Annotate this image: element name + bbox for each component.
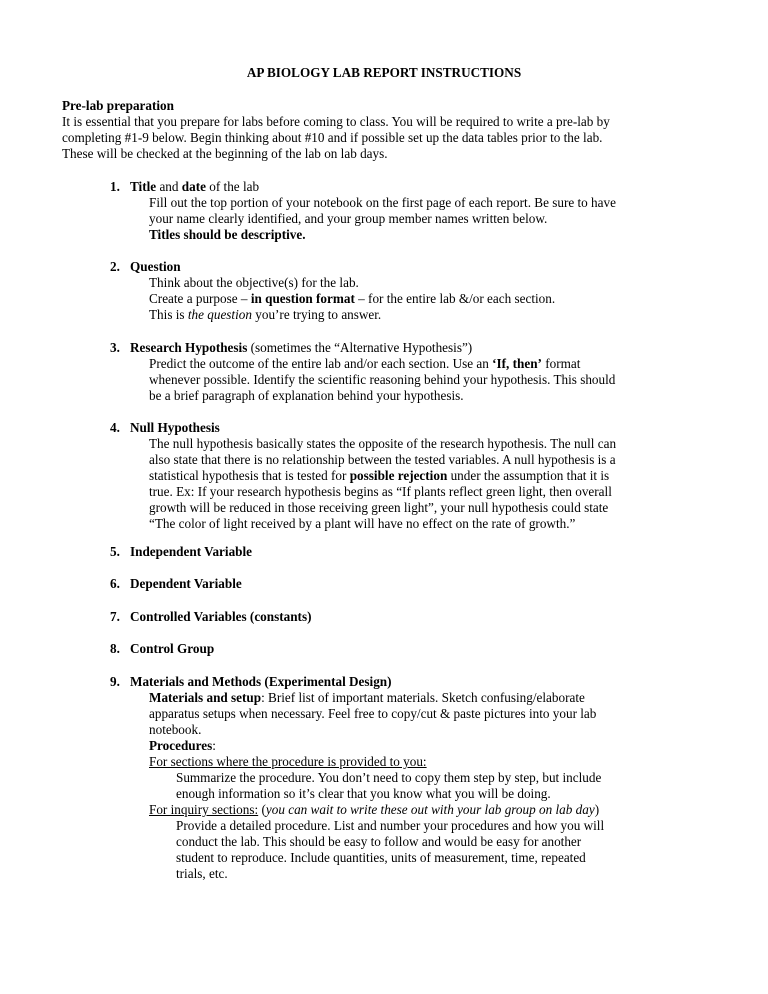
intro-line: completing #1-9 below. Begin thinking about #10 and if possible set up the data tables prior to the lab.	[62, 130, 603, 145]
body-line: trials, etc.	[176, 866, 228, 881]
item-heading	[130, 179, 259, 195]
body-line: whenever possible. Identify the scientific reasoning behind your hypothesis. This should	[149, 372, 616, 387]
heading-date: date	[181, 179, 206, 194]
item-heading: Control Group	[130, 641, 215, 656]
heading-title: Title	[130, 179, 157, 194]
body-line: be a brief paragraph of explanation behind your hypothesis.	[149, 388, 464, 403]
intro-line: These will be checked at the beginning of the lab on lab days.	[62, 146, 388, 161]
document-title: AP BIOLOGY LAB REPORT INSTRUCTIONS	[246, 65, 522, 80]
item-body	[149, 436, 616, 532]
body-line: This is the question you’re trying to answer.	[149, 307, 382, 322]
body-line: Materials and setup: Brief list of important materials. Sketch confusing/elaborate	[149, 690, 585, 705]
item-number: 8.	[110, 641, 120, 656]
prelab-heading: Pre-lab preparation	[62, 98, 174, 113]
heading-and: and	[156, 179, 182, 194]
body-line: “The color of light received by a plant will have no effect on the rate of growth.”	[149, 516, 576, 531]
item-number: 7.	[110, 609, 120, 624]
body-line: true. Ex: If your research hypothesis begins as “If plants reflect green light, then overall	[149, 484, 612, 499]
item-number: 5.	[110, 544, 120, 559]
body-line: student to reproduce. Include quantities, units of measurement, time, repeated	[176, 850, 586, 865]
item-body	[149, 275, 555, 323]
body-line: Think about the objective(s) for the lab.	[149, 275, 359, 290]
prelab-intro	[62, 114, 722, 162]
body-line: For inquiry sections: (you can wait to write these out with your lab group on lab day)	[149, 802, 600, 817]
item-heading: Research Hypothesis (sometimes the “Alternative Hypothesis”)	[130, 340, 473, 355]
body-line: growth will be reduced in those receiving green light”, your null hypothesis could state	[149, 500, 609, 515]
body-line: statistical hypothesis that is tested for possible rejection under the assumption that it is	[149, 468, 610, 483]
item-heading: Materials and Methods (Experimental Design)	[130, 674, 392, 689]
body-line: your name clearly identified, and your group member names written below.	[149, 211, 548, 226]
body-line: Summarize the procedure. You don’t need to copy them step by step, but include	[176, 770, 602, 785]
item-number: 3.	[110, 340, 120, 355]
body-line: The null hypothesis basically states the opposite of the research hypothesis. The null can	[149, 436, 617, 451]
body-line: enough information so it’s clear that you know what you will be doing.	[176, 786, 551, 801]
heading-rest: of the lab	[205, 179, 260, 194]
item-number: 1.	[110, 179, 120, 194]
item-heading: Independent Variable	[130, 544, 253, 559]
body-line: Create a purpose – in question format – for the entire lab &/or each section.	[149, 291, 556, 306]
item-number: 6.	[110, 576, 120, 591]
item-body	[149, 356, 615, 404]
item-number: 2.	[110, 259, 120, 274]
body-line: Titles should be descriptive.	[149, 227, 306, 242]
body-line: also state that there is no relationship between the tested variables. A null hypothesis is a	[149, 452, 616, 467]
intro-line: It is essential that you prepare for labs before coming to class. You will be required to write a pre-lab by	[62, 114, 610, 129]
body-line: For sections where the procedure is provided to you:	[149, 754, 427, 769]
body-line: apparatus setups when necessary. Feel free to copy/cut & paste pictures into your lab	[149, 706, 597, 721]
body-line: notebook.	[149, 722, 202, 737]
body-line: Procedures:	[149, 738, 216, 753]
item-heading: Question	[130, 259, 181, 274]
item-number: 4.	[110, 420, 120, 435]
body-line: Predict the outcome of the entire lab and/or each section. Use an ‘If, then’ format	[149, 356, 581, 371]
item-number: 9.	[110, 674, 120, 689]
item-body	[149, 195, 616, 243]
body-line: conduct the lab. This should be easy to follow and would be easy for another	[176, 834, 582, 849]
body-line: Provide a detailed procedure. List and number your procedures and how you will	[176, 818, 605, 833]
item-heading: Controlled Variables (constants)	[130, 609, 312, 624]
item-heading: Null Hypothesis	[130, 420, 220, 435]
item-heading: Dependent Variable	[130, 576, 242, 591]
item-body	[149, 690, 604, 882]
body-line: Fill out the top portion of your notebook on the first page of each report. Be sure to have	[149, 195, 616, 210]
